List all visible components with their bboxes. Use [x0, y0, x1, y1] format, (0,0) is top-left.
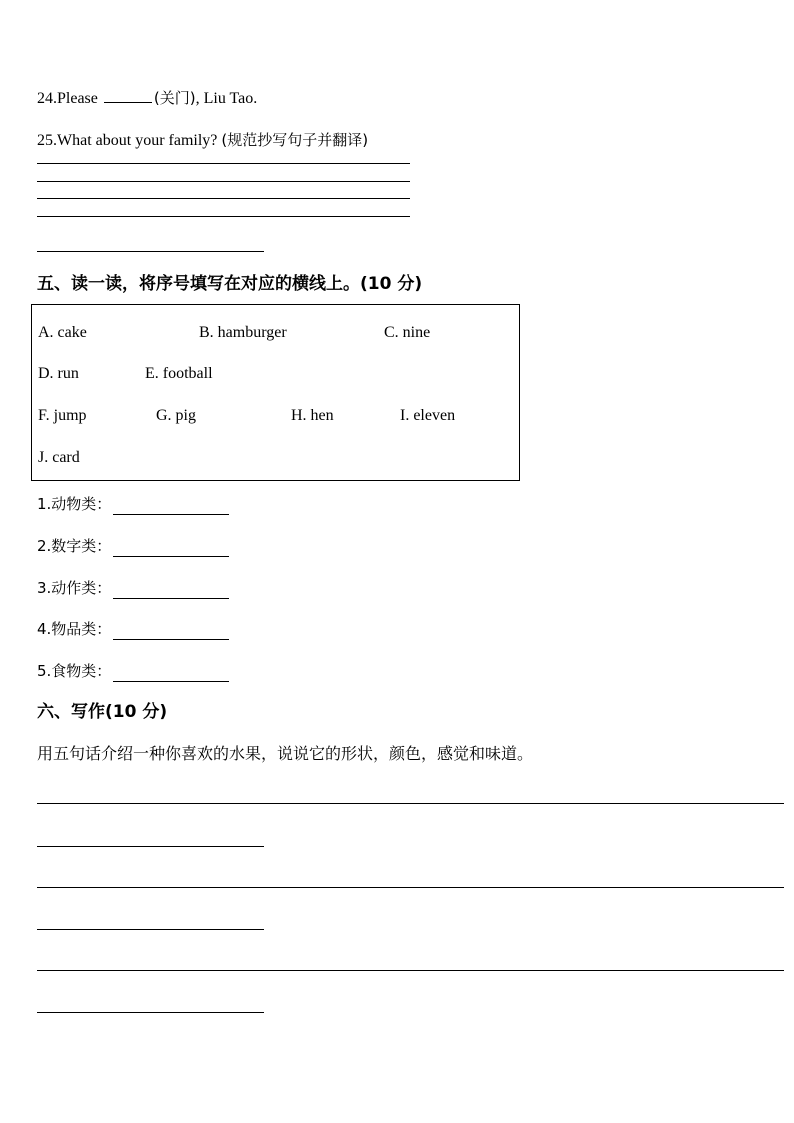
question-text: What about your family?	[57, 132, 218, 149]
category-answer-line[interactable]	[113, 498, 229, 515]
writing-line-2[interactable]	[37, 846, 264, 847]
copy-line-1[interactable]	[37, 163, 410, 164]
question-25	[37, 130, 368, 151]
translation-line[interactable]	[37, 251, 264, 252]
option-i: I. eleven	[400, 407, 456, 424]
question-number: 24.	[37, 90, 57, 107]
writing-line-5[interactable]	[37, 970, 784, 971]
option-e: E. football	[145, 365, 213, 382]
instruction-text: (规范抄写句子并翻译)	[221, 131, 369, 149]
option-a: A. cake	[38, 324, 87, 341]
option-d: D. run	[38, 365, 79, 382]
copy-line-3[interactable]	[37, 198, 410, 199]
category-label: 2.数字类：	[37, 537, 112, 555]
writing-line-6[interactable]	[37, 1012, 264, 1013]
answer-blank[interactable]	[104, 88, 152, 103]
option-h: H. hen	[291, 407, 334, 424]
question-number: 25.	[37, 132, 57, 149]
options-box	[31, 304, 520, 481]
section-5-title: 五、读一读，将序号填写在对应的横线上。(10 分)	[37, 274, 423, 294]
question-24	[37, 88, 257, 109]
option-j: J. card	[38, 449, 80, 466]
category-label: 4.物品类：	[37, 620, 112, 638]
copy-line-2[interactable]	[37, 181, 410, 182]
category-row-actions	[37, 578, 229, 599]
option-c: C. nine	[384, 324, 431, 341]
category-answer-line[interactable]	[113, 623, 229, 640]
option-f: F. jump	[38, 407, 87, 424]
category-answer-line[interactable]	[113, 665, 229, 682]
hint-text: (关门)	[153, 89, 196, 107]
question-suffix: , Liu Tao.	[195, 90, 258, 107]
category-row-food	[37, 661, 229, 682]
writing-line-1[interactable]	[37, 803, 784, 804]
writing-prompt: 用五句话介绍一种你喜欢的水果，说说它的形状，颜色，感觉和味道。	[37, 744, 534, 763]
writing-line-3[interactable]	[37, 887, 784, 888]
category-answer-line[interactable]	[113, 582, 229, 599]
writing-line-4[interactable]	[37, 929, 264, 930]
category-label: 3.动作类：	[37, 579, 112, 597]
option-g: G. pig	[156, 407, 196, 424]
category-row-animals	[37, 494, 229, 515]
copy-line-4[interactable]	[37, 216, 410, 217]
category-label: 5.食物类：	[37, 662, 112, 680]
option-b: B. hamburger	[199, 324, 287, 341]
category-row-objects	[37, 619, 229, 640]
category-label: 1.动物类：	[37, 495, 112, 513]
category-row-numbers	[37, 536, 229, 557]
category-answer-line[interactable]	[113, 540, 229, 557]
section-6-title: 六、写作(10 分)	[37, 702, 168, 722]
question-text: Please	[57, 90, 98, 107]
